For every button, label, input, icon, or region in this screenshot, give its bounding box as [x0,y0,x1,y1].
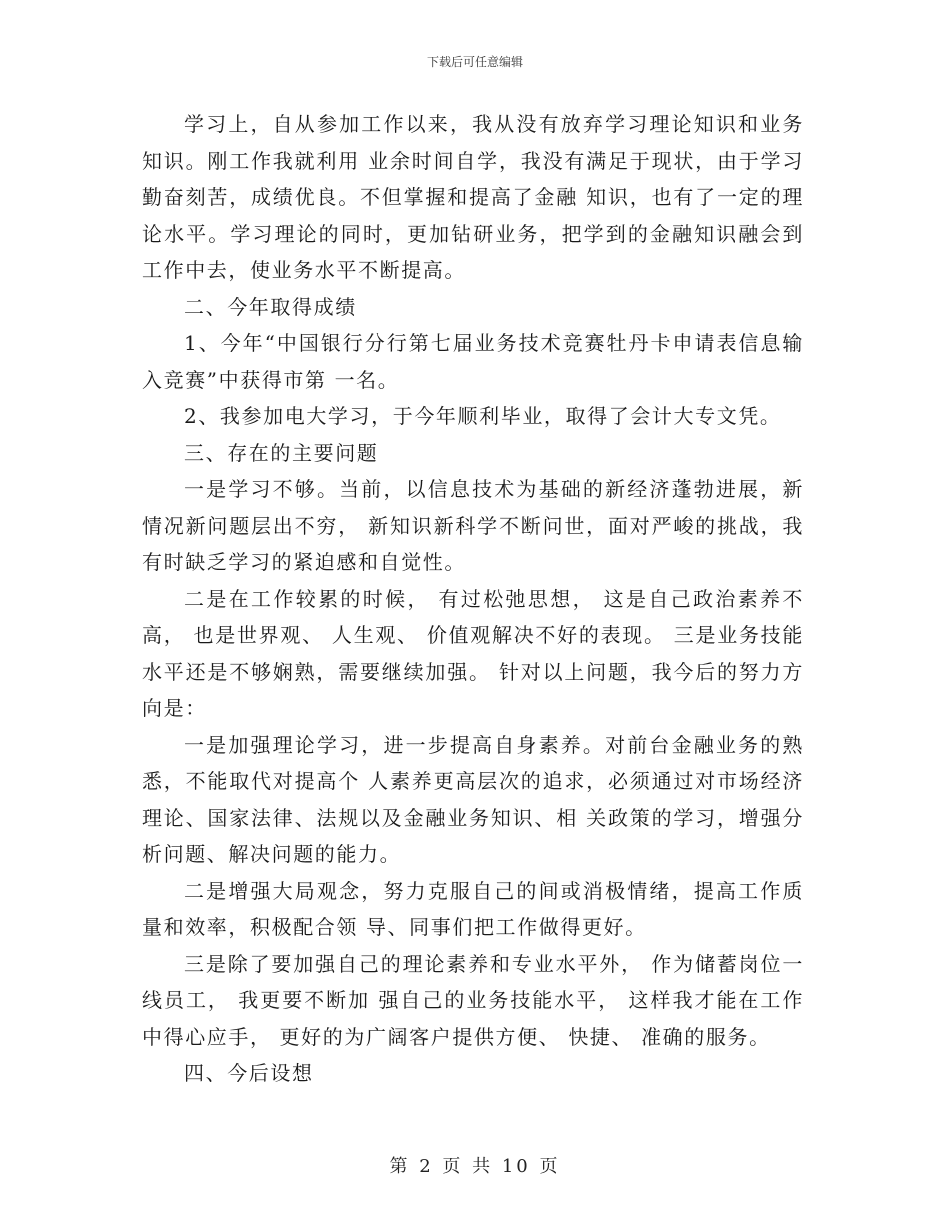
paragraph-direction-2: 二是增强大局观念，努力克服自己的间或消极情绪，提高工作质量和效率，积极配合领 导、同事们把工作做得更好。 [142,878,804,939]
paragraph-study: 学习上，自从参加工作以来，我从没有放弃学习理论知识和业务知识。刚工作我就利用 业余时间自学，我没有满足于现状，由于学习勤奋刻苦，成绩优良。不但掌握和提高了金融 知识，也有了一定的理论水平。学习理论的同时，更加钻研业务，把学到的金融知识融会到工作中去，使业务水平不断提高。 [142,112,804,282]
page-header: 下载后可任意编辑 [426,55,523,69]
paragraph-direction-1: 一是加强理论学习，进一步提高自身素养。对前台金融业务的熟悉，不能取代对提高个 人素养更高层次的追求，必须通过对市场经济理论、国家法律、法规以及金融业务知识、相 关政策的学习，增强分析问题、解决问题的能力。 [142,732,804,866]
paragraph-achievement-2: 2、我参加电大学习，于今年顺利毕业，取得了会计大专文凭。 [184,404,782,428]
paragraph-problem-1: 一是学习不够。当前，以信息技术为基础的新经济蓬勃进展，新情况新问题层出不穷， 新知识新科学不断问世，面对严峻的挑战，我有时缺乏学习的紧迫感和自觉性。 [142,477,804,574]
paragraph-problem-2: 二是在工作较累的时候， 有过松弛思想， 这是自己政治素养不高， 也是世界观、 人生观、 价值观解决不好的表现。 三是业务技能水平还是不够娴熟，需要继续加强。 针对以上问题，我今后的努力方向是： [142,586,804,720]
section-heading-problems: 三、存在的主要问题 [184,440,379,465]
page-footer: 第 2 页 共 10 页 [389,1156,561,1177]
paragraph-achievement-1: 1、今年“中国银行分行第七届业务技术竞赛牡丹卡申请表信息输入竞赛”中获得市第 一名。 [142,331,804,392]
paragraph-direction-3: 三是除了要加强自己的理论素养和专业水平外， 作为储蓄岗位一线员工， 我更要不断加 强自己的业务技能水平， 这样我才能在工作中得心应手， 更好的为广阔客户提供方便、 快捷、 准确的服务。 [142,951,804,1049]
section-heading-achievements: 二、今年取得成绩 [184,294,357,319]
document-body [142,106,804,1092]
section-heading-plans: 四、今后设想 [184,1061,314,1085]
